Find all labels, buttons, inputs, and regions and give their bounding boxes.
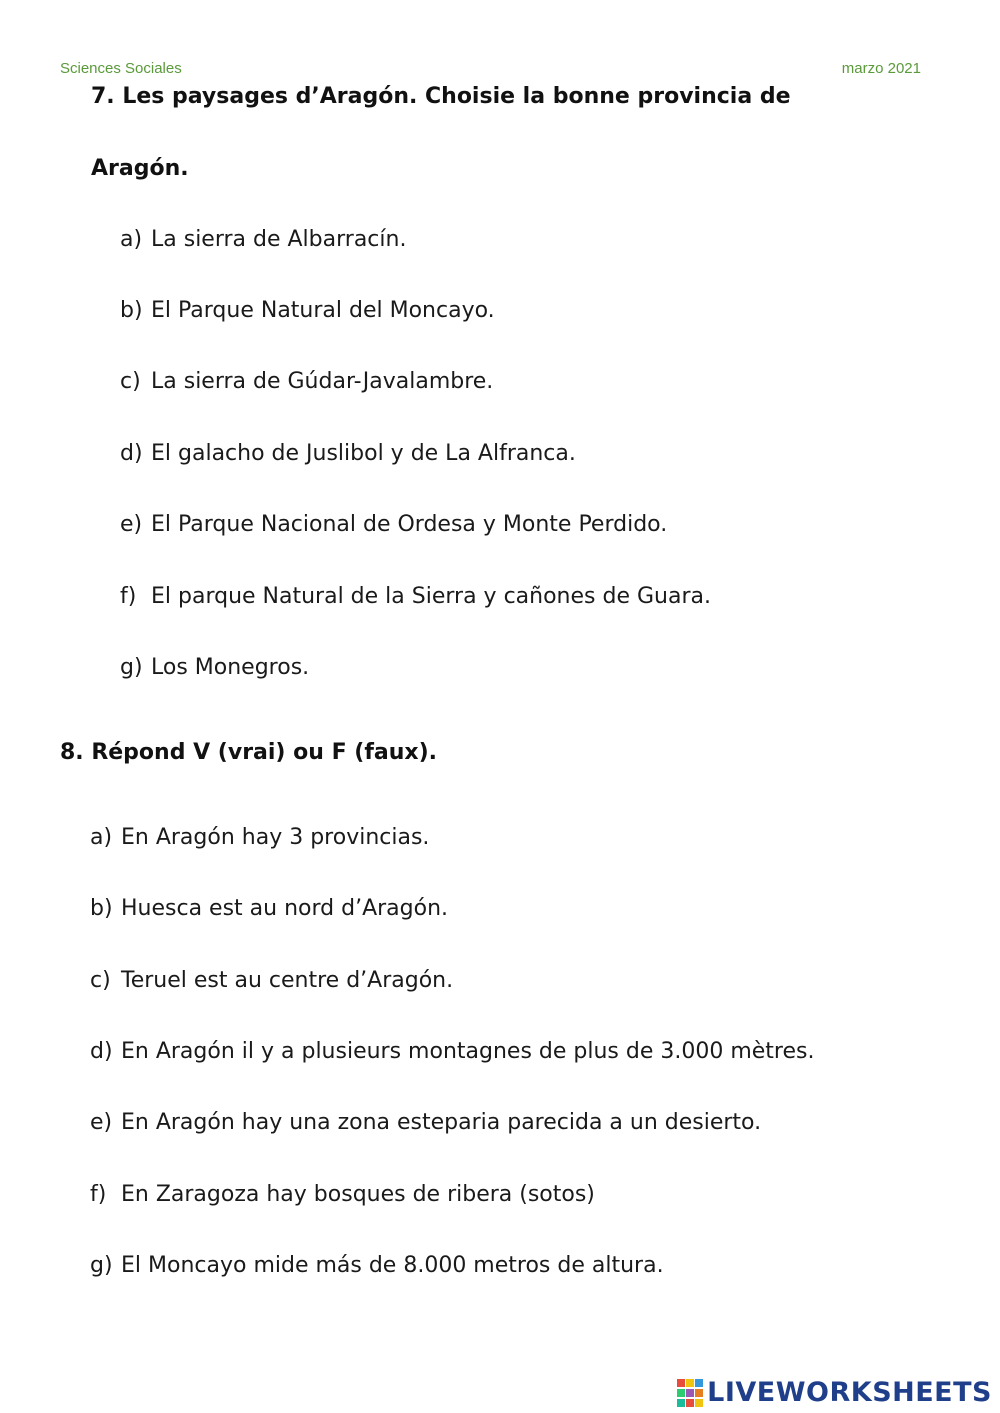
header-date: marzo 2021: [841, 60, 921, 77]
question-7-title-line1: 7. Les paysages d’Aragón. Choisie la bonne provincia de: [91, 84, 791, 109]
q8-item-letter: a): [90, 825, 113, 850]
q8-item-d: [90, 1039, 814, 1064]
q8-item-letter: g): [90, 1253, 113, 1278]
q8-item-letter: c): [90, 968, 111, 993]
q8-item-a: [90, 825, 429, 850]
q8-item-text: Teruel est au centre d’Aragón.: [121, 968, 454, 993]
q7-item-letter: c): [120, 369, 141, 394]
q8-item-letter: d): [90, 1039, 113, 1064]
liveworksheets-mark-icon: [677, 1379, 703, 1407]
q8-item-letter: e): [90, 1110, 113, 1135]
q7-item-b: [120, 298, 495, 323]
q7-item-a: [120, 227, 406, 252]
liveworksheets-logo: [677, 1377, 992, 1408]
q7-item-text: Los Monegros.: [151, 655, 310, 680]
q7-item-letter: b): [120, 298, 143, 323]
q7-item-d: [120, 441, 576, 466]
question-8-title: 8. Répond V (vrai) ou F (faux).: [60, 740, 438, 765]
q7-item-text: El Parque Natural del Moncayo.: [151, 298, 495, 323]
q7-item-text: El parque Natural de la Sierra y cañones de Guara.: [151, 584, 711, 609]
q8-item-text: En Aragón hay 3 provincias.: [121, 825, 430, 850]
q8-item-text: En Zaragoza hay bosques de ribera (sotos): [121, 1182, 595, 1207]
q7-item-g: [120, 655, 309, 680]
q7-item-text: La sierra de Albarracín.: [151, 227, 407, 252]
liveworksheets-logo-text: LIVEWORKSHEETS: [707, 1377, 992, 1408]
q8-item-text: Huesca est au nord d’Aragón.: [121, 896, 449, 921]
q7-item-e: [120, 512, 667, 537]
q8-item-b: [90, 896, 448, 921]
question-7-title-line2: Aragón.: [91, 156, 189, 181]
q8-item-text: El Moncayo mide más de 8.000 metros de altura.: [121, 1253, 664, 1278]
q7-item-c: [120, 369, 493, 394]
q8-item-e: [90, 1110, 761, 1135]
q7-item-letter: a): [120, 227, 143, 252]
q8-item-letter: b): [90, 896, 113, 921]
q8-item-text: En Aragón hay una zona esteparia parecida a un desierto.: [121, 1110, 762, 1135]
q7-item-letter: d): [120, 441, 143, 466]
q7-item-f: [120, 584, 711, 609]
q8-item-f: [90, 1182, 595, 1207]
q8-item-text: En Aragón il y a plusieurs montagnes de plus de 3.000 mètres.: [121, 1039, 815, 1064]
q8-item-c: [90, 968, 453, 993]
q7-item-letter: f): [120, 584, 137, 609]
q7-item-text: El Parque Nacional de Ordesa y Monte Perdido.: [151, 512, 668, 537]
q7-item-text: El galacho de Juslibol y de La Alfranca.: [151, 441, 576, 466]
q8-item-letter: f): [90, 1182, 107, 1207]
header-subject: Sciences Sociales: [60, 60, 182, 77]
q7-item-letter: g): [120, 655, 143, 680]
q8-item-g: [90, 1253, 664, 1278]
q7-item-text: La sierra de Gúdar-Javalambre.: [151, 369, 494, 394]
q7-item-letter: e): [120, 512, 143, 537]
